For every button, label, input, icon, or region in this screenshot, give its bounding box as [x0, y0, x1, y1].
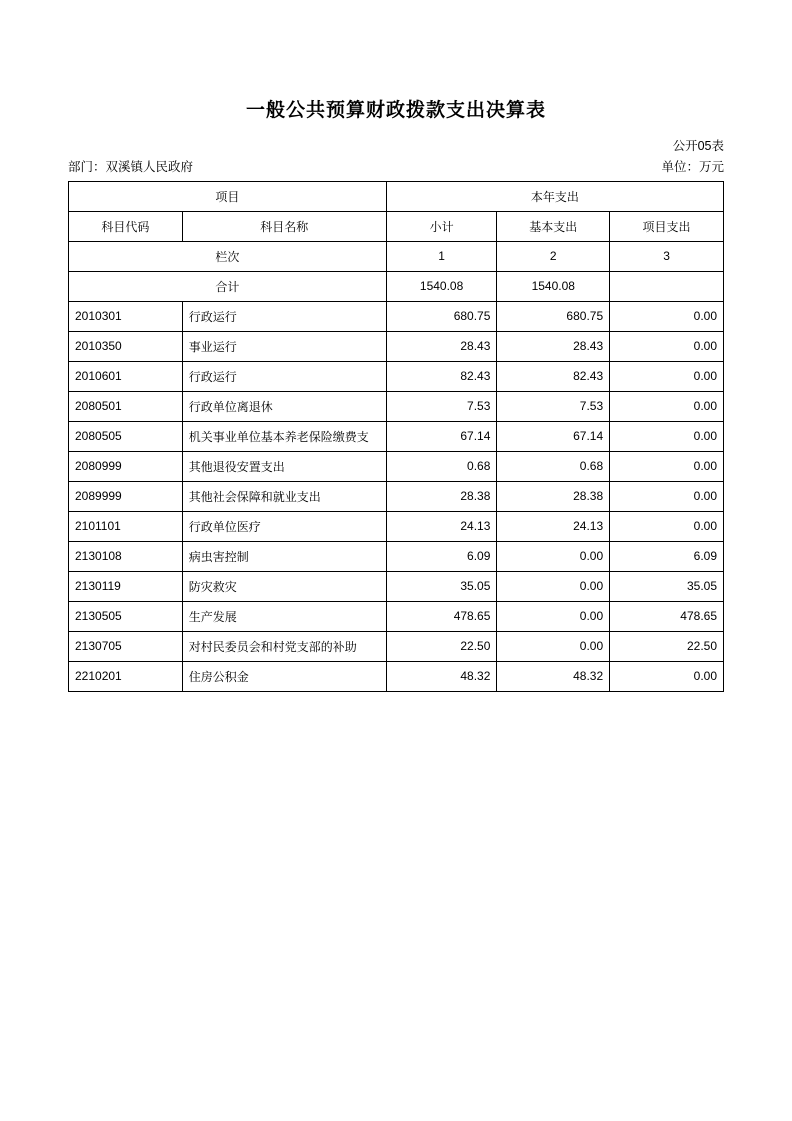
row-subtotal: 24.13	[386, 511, 497, 541]
row-name: 其他退役安置支出	[182, 451, 386, 481]
table-row	[69, 661, 724, 691]
row-subtotal: 82.43	[386, 361, 497, 391]
row-name: 行政运行	[182, 301, 386, 331]
row-label-columns: 栏次	[69, 241, 387, 271]
row-subtotal: 67.14	[386, 421, 497, 451]
row-code: 2080999	[69, 451, 183, 481]
row-subtotal: 22.50	[386, 631, 497, 661]
table-row-column-numbers	[69, 241, 724, 271]
row-subtotal: 35.05	[386, 571, 497, 601]
row-code: 2089999	[69, 481, 183, 511]
row-project: 0.00	[610, 421, 724, 451]
header-col-basic: 基本支出	[497, 211, 610, 241]
row-basic: 28.43	[497, 331, 610, 361]
total-project	[610, 271, 724, 301]
row-code: 2010350	[69, 331, 183, 361]
table-row	[69, 481, 724, 511]
row-name: 行政单位医疗	[182, 511, 386, 541]
row-basic: 7.53	[497, 391, 610, 421]
row-project: 478.65	[610, 601, 724, 631]
row-project: 0.00	[610, 661, 724, 691]
row-name: 住房公积金	[182, 661, 386, 691]
table-row	[69, 421, 724, 451]
header-col-name: 科目名称	[182, 211, 386, 241]
row-subtotal: 478.65	[386, 601, 497, 631]
table-header-group-row	[69, 181, 724, 211]
row-name: 行政运行	[182, 361, 386, 391]
row-basic: 0.00	[497, 631, 610, 661]
row-name: 机关事业单位基本养老保险缴费支	[182, 421, 386, 451]
row-project: 6.09	[610, 541, 724, 571]
row-basic: 82.43	[497, 361, 610, 391]
table-row	[69, 631, 724, 661]
total-subtotal: 1540.08	[386, 271, 497, 301]
row-name: 防灾救灾	[182, 571, 386, 601]
row-project: 0.00	[610, 391, 724, 421]
row-name: 事业运行	[182, 331, 386, 361]
page-title: 一般公共预算财政拨款支出决算表	[245, 100, 546, 121]
row-basic: 0.00	[497, 571, 610, 601]
header-col-code: 科目代码	[69, 211, 183, 241]
row-basic: 0.00	[497, 601, 610, 631]
table-row	[69, 301, 724, 331]
row-code: 2080501	[69, 391, 183, 421]
row-project: 0.00	[610, 481, 724, 511]
column-number-1: 1	[386, 241, 497, 271]
row-code: 2210201	[69, 661, 183, 691]
row-project: 22.50	[610, 631, 724, 661]
table-row	[69, 511, 724, 541]
row-basic: 24.13	[497, 511, 610, 541]
row-subtotal: 0.68	[386, 451, 497, 481]
row-code: 2010601	[69, 361, 183, 391]
header-group-current-year: 本年支出	[386, 181, 723, 211]
budget-expenditure-table	[68, 181, 724, 692]
table-row	[69, 451, 724, 481]
row-code: 2130119	[69, 571, 183, 601]
row-name: 对村民委员会和村党支部的补助	[182, 631, 386, 661]
row-code: 2080505	[69, 421, 183, 451]
row-name: 行政单位离退休	[182, 391, 386, 421]
table-row-total	[69, 271, 724, 301]
row-project: 0.00	[610, 331, 724, 361]
row-project: 0.00	[610, 301, 724, 331]
table-row	[69, 541, 724, 571]
row-basic: 48.32	[497, 661, 610, 691]
row-subtotal: 28.38	[386, 481, 497, 511]
unit-label: 单位：万元	[661, 159, 724, 174]
table-row	[69, 571, 724, 601]
row-subtotal: 28.43	[386, 331, 497, 361]
total-basic: 1540.08	[497, 271, 610, 301]
row-code: 2101101	[69, 511, 183, 541]
row-subtotal: 680.75	[386, 301, 497, 331]
department-label: 部门：双溪镇人民政府	[68, 159, 194, 174]
row-project: 0.00	[610, 511, 724, 541]
row-code: 2130505	[69, 601, 183, 631]
table-row	[69, 361, 724, 391]
column-number-2: 2	[497, 241, 610, 271]
table-row	[69, 391, 724, 421]
row-name: 病虫害控制	[182, 541, 386, 571]
row-basic: 28.38	[497, 481, 610, 511]
meta-row	[68, 157, 724, 175]
row-basic: 67.14	[497, 421, 610, 451]
row-name: 其他社会保障和就业支出	[182, 481, 386, 511]
row-name: 生产发展	[182, 601, 386, 631]
table-row	[69, 601, 724, 631]
row-subtotal: 6.09	[386, 541, 497, 571]
row-project: 35.05	[610, 571, 724, 601]
table-row	[69, 331, 724, 361]
total-label: 合计	[69, 271, 387, 301]
row-code: 2130108	[69, 541, 183, 571]
form-number: 公开05表	[672, 138, 724, 153]
header-col-project: 项目支出	[610, 211, 724, 241]
header-col-subtotal: 小计	[386, 211, 497, 241]
header-group-item: 项目	[69, 181, 387, 211]
row-code: 2130705	[69, 631, 183, 661]
row-subtotal: 7.53	[386, 391, 497, 421]
row-basic: 0.68	[497, 451, 610, 481]
row-basic: 680.75	[497, 301, 610, 331]
row-project: 0.00	[610, 361, 724, 391]
row-code: 2010301	[69, 301, 183, 331]
row-subtotal: 48.32	[386, 661, 497, 691]
table-header-column-row	[69, 211, 724, 241]
column-number-3: 3	[610, 241, 724, 271]
row-basic: 0.00	[497, 541, 610, 571]
row-project: 0.00	[610, 451, 724, 481]
